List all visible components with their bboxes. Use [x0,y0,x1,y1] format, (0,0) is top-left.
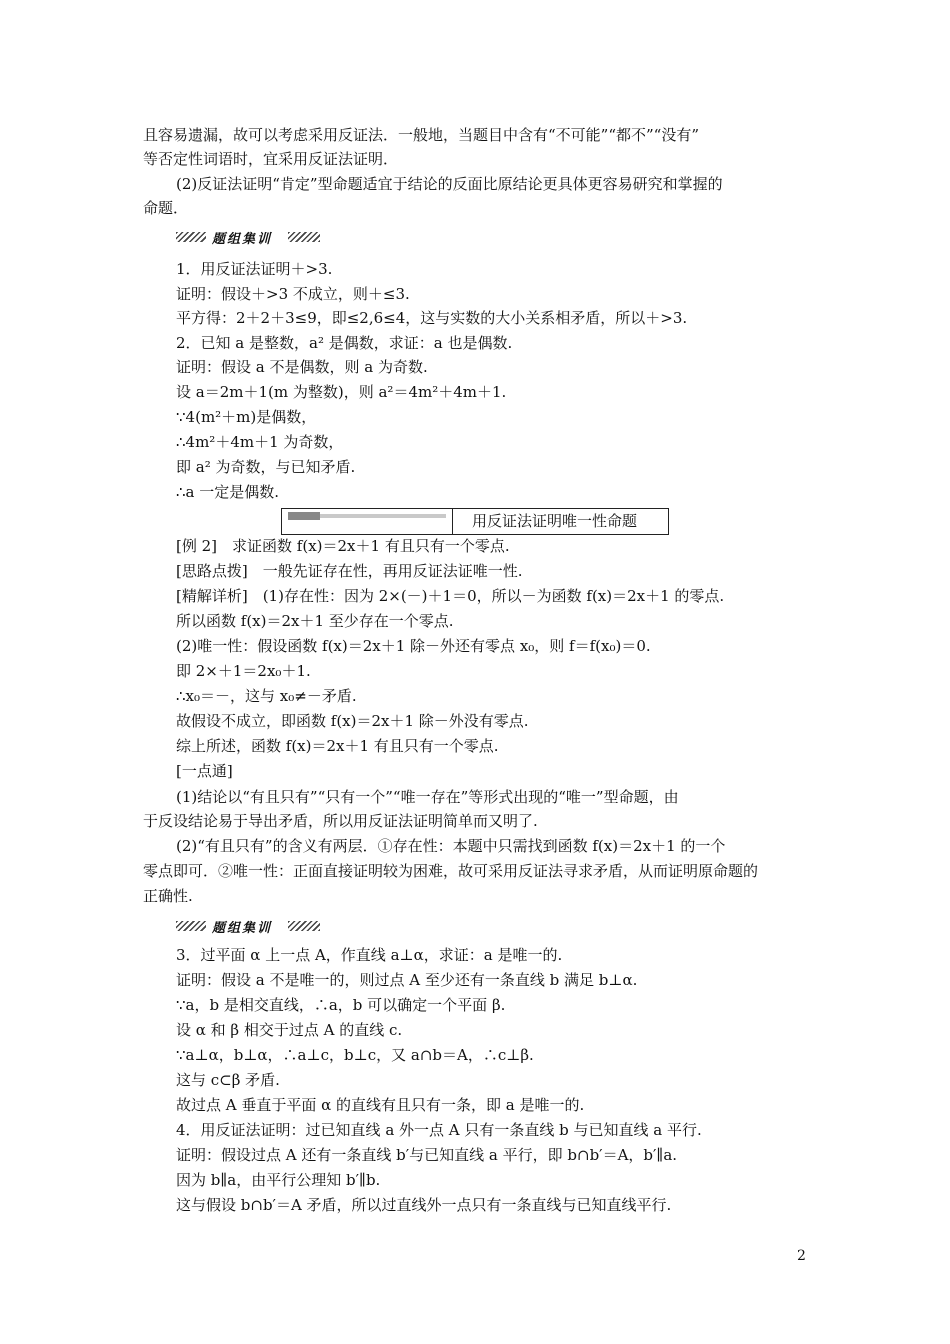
section-header-group-training [176,918,316,934]
section-title: 用反证法证明唯一性命题 [472,512,638,530]
text-line: 等否定性词语时，宜采用反证法证明． [143,150,399,168]
section-tag-label [288,512,320,520]
text-line: 平方得：2＋2＋3≤9，即≤2,6≤4，这与实数的大小关系相矛盾，所以＋>3. [176,309,688,327]
text-line: 命题． [143,199,189,217]
text-line: 即 a² 为奇数，与已知矛盾. [176,458,356,476]
text-line: ∵a⊥α，b⊥α，∴a⊥c，b⊥c，又 a∩b＝A，∴c⊥β. [176,1046,534,1064]
text-line: 证明：假设＋>3 不成立，则＋≤3. [176,285,410,303]
stripe-decoration [288,232,320,242]
text-line: ∵a，b 是相交直线，∴a，b 可以确定一个平面 β. [176,996,506,1014]
text-line: ∴a 一定是偶数. [176,483,280,501]
text-line: 1．用反证法证明＋>3. [176,260,333,278]
text-line: (2)唯一性：假设函数 f(x)＝2x＋1 除－外还有零点 x₀，则 f＝f(x₀)＝0. [176,637,651,655]
text-line: 3．过平面 α 上一点 A，作直线 a⊥α，求证：a 是唯一的. [176,946,563,964]
text-line: [例 2] 求证函数 f(x)＝2x＋1 有且只有一个零点. [176,537,510,555]
text-line: 故假设不成立，即函数 f(x)＝2x＋1 除－外没有零点. [176,712,529,730]
text-line: 零点即可．②唯一性：正面直接证明较为困难，故可采用反证法寻求矛盾，从而证明原命题的 [143,862,759,880]
text-line: 证明：假设 a 不是唯一的，则过点 A 至少还有一条直线 b 满足 b⊥α. [176,971,638,989]
text-line: (2)反证法证明“肯定”型命题适宜于结论的反面比原结论更具体更容易研究和掌握的 [176,175,723,193]
text-line: [一点通] [176,762,233,780]
text-line: 设 α 和 β 相交于过点 A 的直线 c. [176,1021,403,1039]
text-line: 故过点 A 垂直于平面 α 的直线有且只有一条，即 a 是唯一的. [176,1096,585,1114]
text-line: [思路点拨] 一般先证存在性，再用反证法证唯一性. [176,562,523,580]
text-line: 设 a＝2m＋1(m 为整数)，则 a²＝4m²＋4m＋1. [176,383,507,401]
section-header-label: 题组集训 [212,232,273,247]
text-line: 于反设结论易于导出矛盾，所以用反证法证明简单而又明了. [143,812,538,830]
text-line: 这与 c⊂β 矛盾. [176,1071,280,1089]
stripe-decoration [176,232,206,242]
text-line: (1)结论以“有且只有”“只有一个”“唯一存在”等形式出现的“唯一”型命题，由 [176,788,679,806]
stripe-decoration [176,921,206,931]
text-line: 即 2×＋1＝2x₀＋1. [176,662,311,680]
text-line: 正确性. [143,887,193,905]
text-line: 4．用反证法证明：过已知直线 a 外一点 A 只有一条直线 b 与已知直线 a 平行. [176,1121,702,1139]
text-line: (2)“有且只有”的含义有两层．①存在性：本题中只需找到函数 f(x)＝2x＋1 的一个 [176,837,726,855]
stripe-decoration [288,921,320,931]
section-tag-area [282,509,453,534]
text-line: ∴x₀＝－，这与 x₀≠－矛盾. [176,687,357,705]
text-line: 且容易遗漏，故可以考虑采用反证法．一般地，当题目中含有“不可能”“都不”“没有” [143,126,700,144]
text-line: [精解详析] (1)存在性：因为 2×(－)＋1＝0，所以－为函数 f(x)＝2x＋1 的零点. [176,587,725,605]
text-line: ∴4m²＋4m＋1 为奇数， [176,433,344,451]
text-line: 所以函数 f(x)＝2x＋1 至少存在一个零点. [176,612,454,630]
text-line: 综上所述，函数 f(x)＝2x＋1 有且只有一个零点. [176,737,499,755]
section-title-box [281,508,669,535]
text-line: 证明：假设过点 A 还有一条直线 b′与已知直线 a 平行，即 b∩b′＝A，b′∥a. [176,1146,678,1164]
section-header-group-training [176,229,316,245]
page-number: 2 [797,1248,806,1264]
section-header-label: 题组集训 [212,921,273,936]
text-line: 这与假设 b∩b′＝A 矛盾，所以过直线外一点只有一条直线与已知直线平行. [176,1196,672,1214]
text-line: 证明：假设 a 不是偶数，则 a 为奇数. [176,358,428,376]
text-line: ∵4(m²＋m)是偶数， [176,408,317,426]
text-line: 因为 b∥a，由平行公理知 b′∥b. [176,1171,381,1189]
text-line: 2．已知 a 是整数，a² 是偶数，求证：a 也是偶数. [176,334,513,352]
